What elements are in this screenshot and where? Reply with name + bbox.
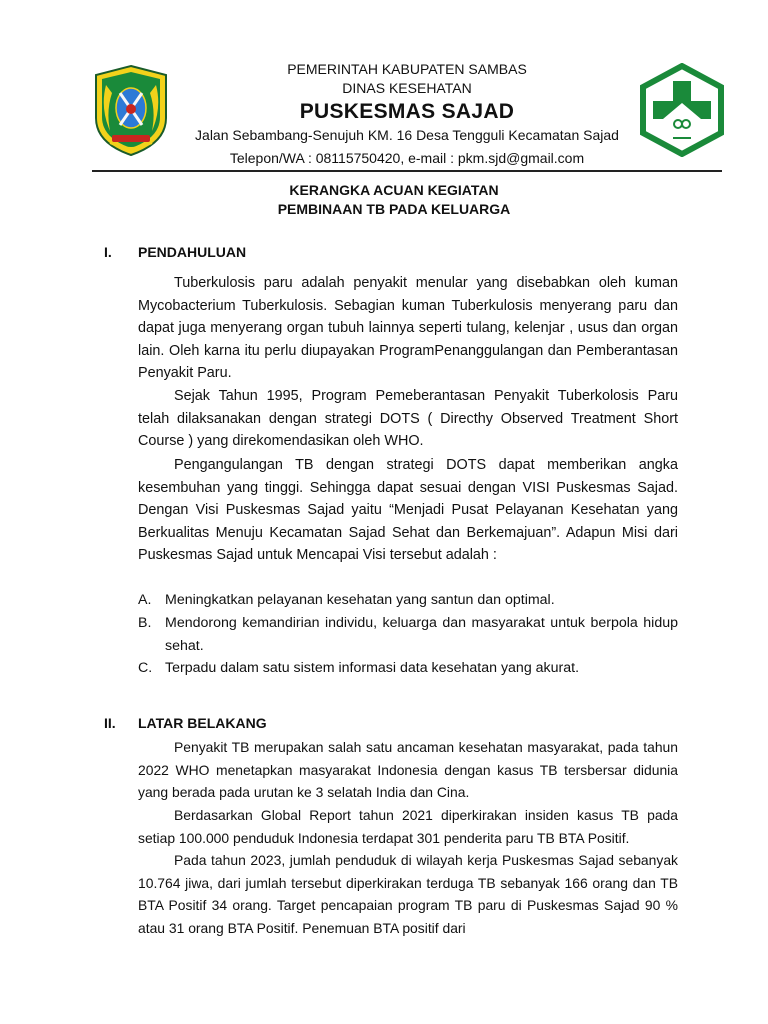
letterhead [0, 0, 768, 170]
department-name: DINAS KESEHATAN [342, 80, 472, 96]
section-2-paragraph-2: Berdasarkan Global Report tahun 2021 diperkirakan insiden kasus TB pada setiap 100.000 penduduk Indonesia terdapat 301 penderita paru TB BTA Positif. [138, 807, 678, 846]
section-1-heading: PENDAHULUAN [138, 244, 247, 260]
section-2-paragraph-1: Penyakit TB merupakan salah satu ancaman kesehatan masyarakat, pada tahun 2022 WHO menetapkan masyarakat Indonesia dengan kasus TB tersbersar didunia yang berada pada urutan ke 3 selatah India dan Cina. [138, 739, 678, 801]
document-subtitle: PEMBINAAN TB PADA KELUARGA [277, 201, 511, 217]
list-marker: C. [138, 660, 153, 676]
section-1-paragraph-1: Tuberkulosis paru adalah penyakit menular yang disebabkan oleh kuman Mycobacterium Tuberkulosis. Sebagian kuman Tuberkulosis menyerang paru dan dapat juga menyerang organ tubuh lainnya seperti tulang, kelenjar , usus dan organ lain. Oleh karna itu perlu diupayakan ProgramPenanggulangan dan Pemberantasan Penyakit Paru. [138, 275, 678, 382]
section-2-number: II. [104, 715, 116, 731]
list-marker: B. [138, 615, 152, 631]
section-2-heading: LATAR BELAKANG [138, 715, 267, 731]
puskesmas-cross-logo-icon [637, 63, 727, 157]
letterhead-divider [92, 170, 722, 172]
list-text: Terpadu dalam satu sistem informasi data kesehatan yang akurat. [165, 660, 580, 676]
section-2-paragraph-3: Pada tahun 2023, jumlah penduduk di wilayah kerja Puskesmas Sajad sebanyak 10.764 jiwa, dari jumlah tersebut diperkirakan terduga TB sebanyak 166 orang dan TB BTA Positif 34 orang. Target pencapaian program TB paru di Puskesmas Sajad 90 % atau 31 orang BTA Positif. Penemuan BTA positif dari [138, 852, 678, 936]
government-name: PEMERINTAH KABUPATEN SAMBAS [287, 61, 527, 77]
list-text: Mendorong kemandirian individu, keluarga dan masyarakat untuk berpola hidup sehat. [165, 615, 678, 654]
institution-name: PUSKESMAS SAJAD [299, 100, 515, 123]
institution-address: Jalan Sebambang-Senujuh KM. 16 Desa Tengguli Kecamatan Sajad [195, 127, 619, 143]
section-1-paragraph-3: Pengangulangan TB dengan strategi DOTS dapat memberikan angka kesembuhan yang tinggi. Sehingga dapat sesuai dengan VISI Puskesmas Sajad. Dengan Visi Puskesmas Sajad yaitu “Menjadi Pusat Pelayanan Kesehatan yang Berkualitas Menuju Kecamatan Sajad Sehat dan Berkemajuan”. Adapun Misi dari Puskesmas Sajad untuk Mencapai Visi tersebut adalah : [138, 457, 678, 564]
list-marker: A. [138, 592, 152, 608]
institution-contact: Telepon/WA : 08115750420, e-mail : pkm.sjd@gmail.com [229, 150, 585, 166]
document-title: KERANGKA ACUAN KEGIATAN [289, 182, 499, 198]
list-text: Meningkatkan pelayanan kesehatan yang santun dan optimal. [165, 592, 555, 608]
section-1-number: I. [104, 244, 112, 260]
section-1-paragraph-2: Sejak Tahun 1995, Program Pemeberantasan Penyakit Tuberkolosis Paru telah dilaksanakan dengan strategi DOTS ( Directhy Observed Treatment Short Course ) yang direkomendasikan oleh WHO. [138, 388, 678, 450]
